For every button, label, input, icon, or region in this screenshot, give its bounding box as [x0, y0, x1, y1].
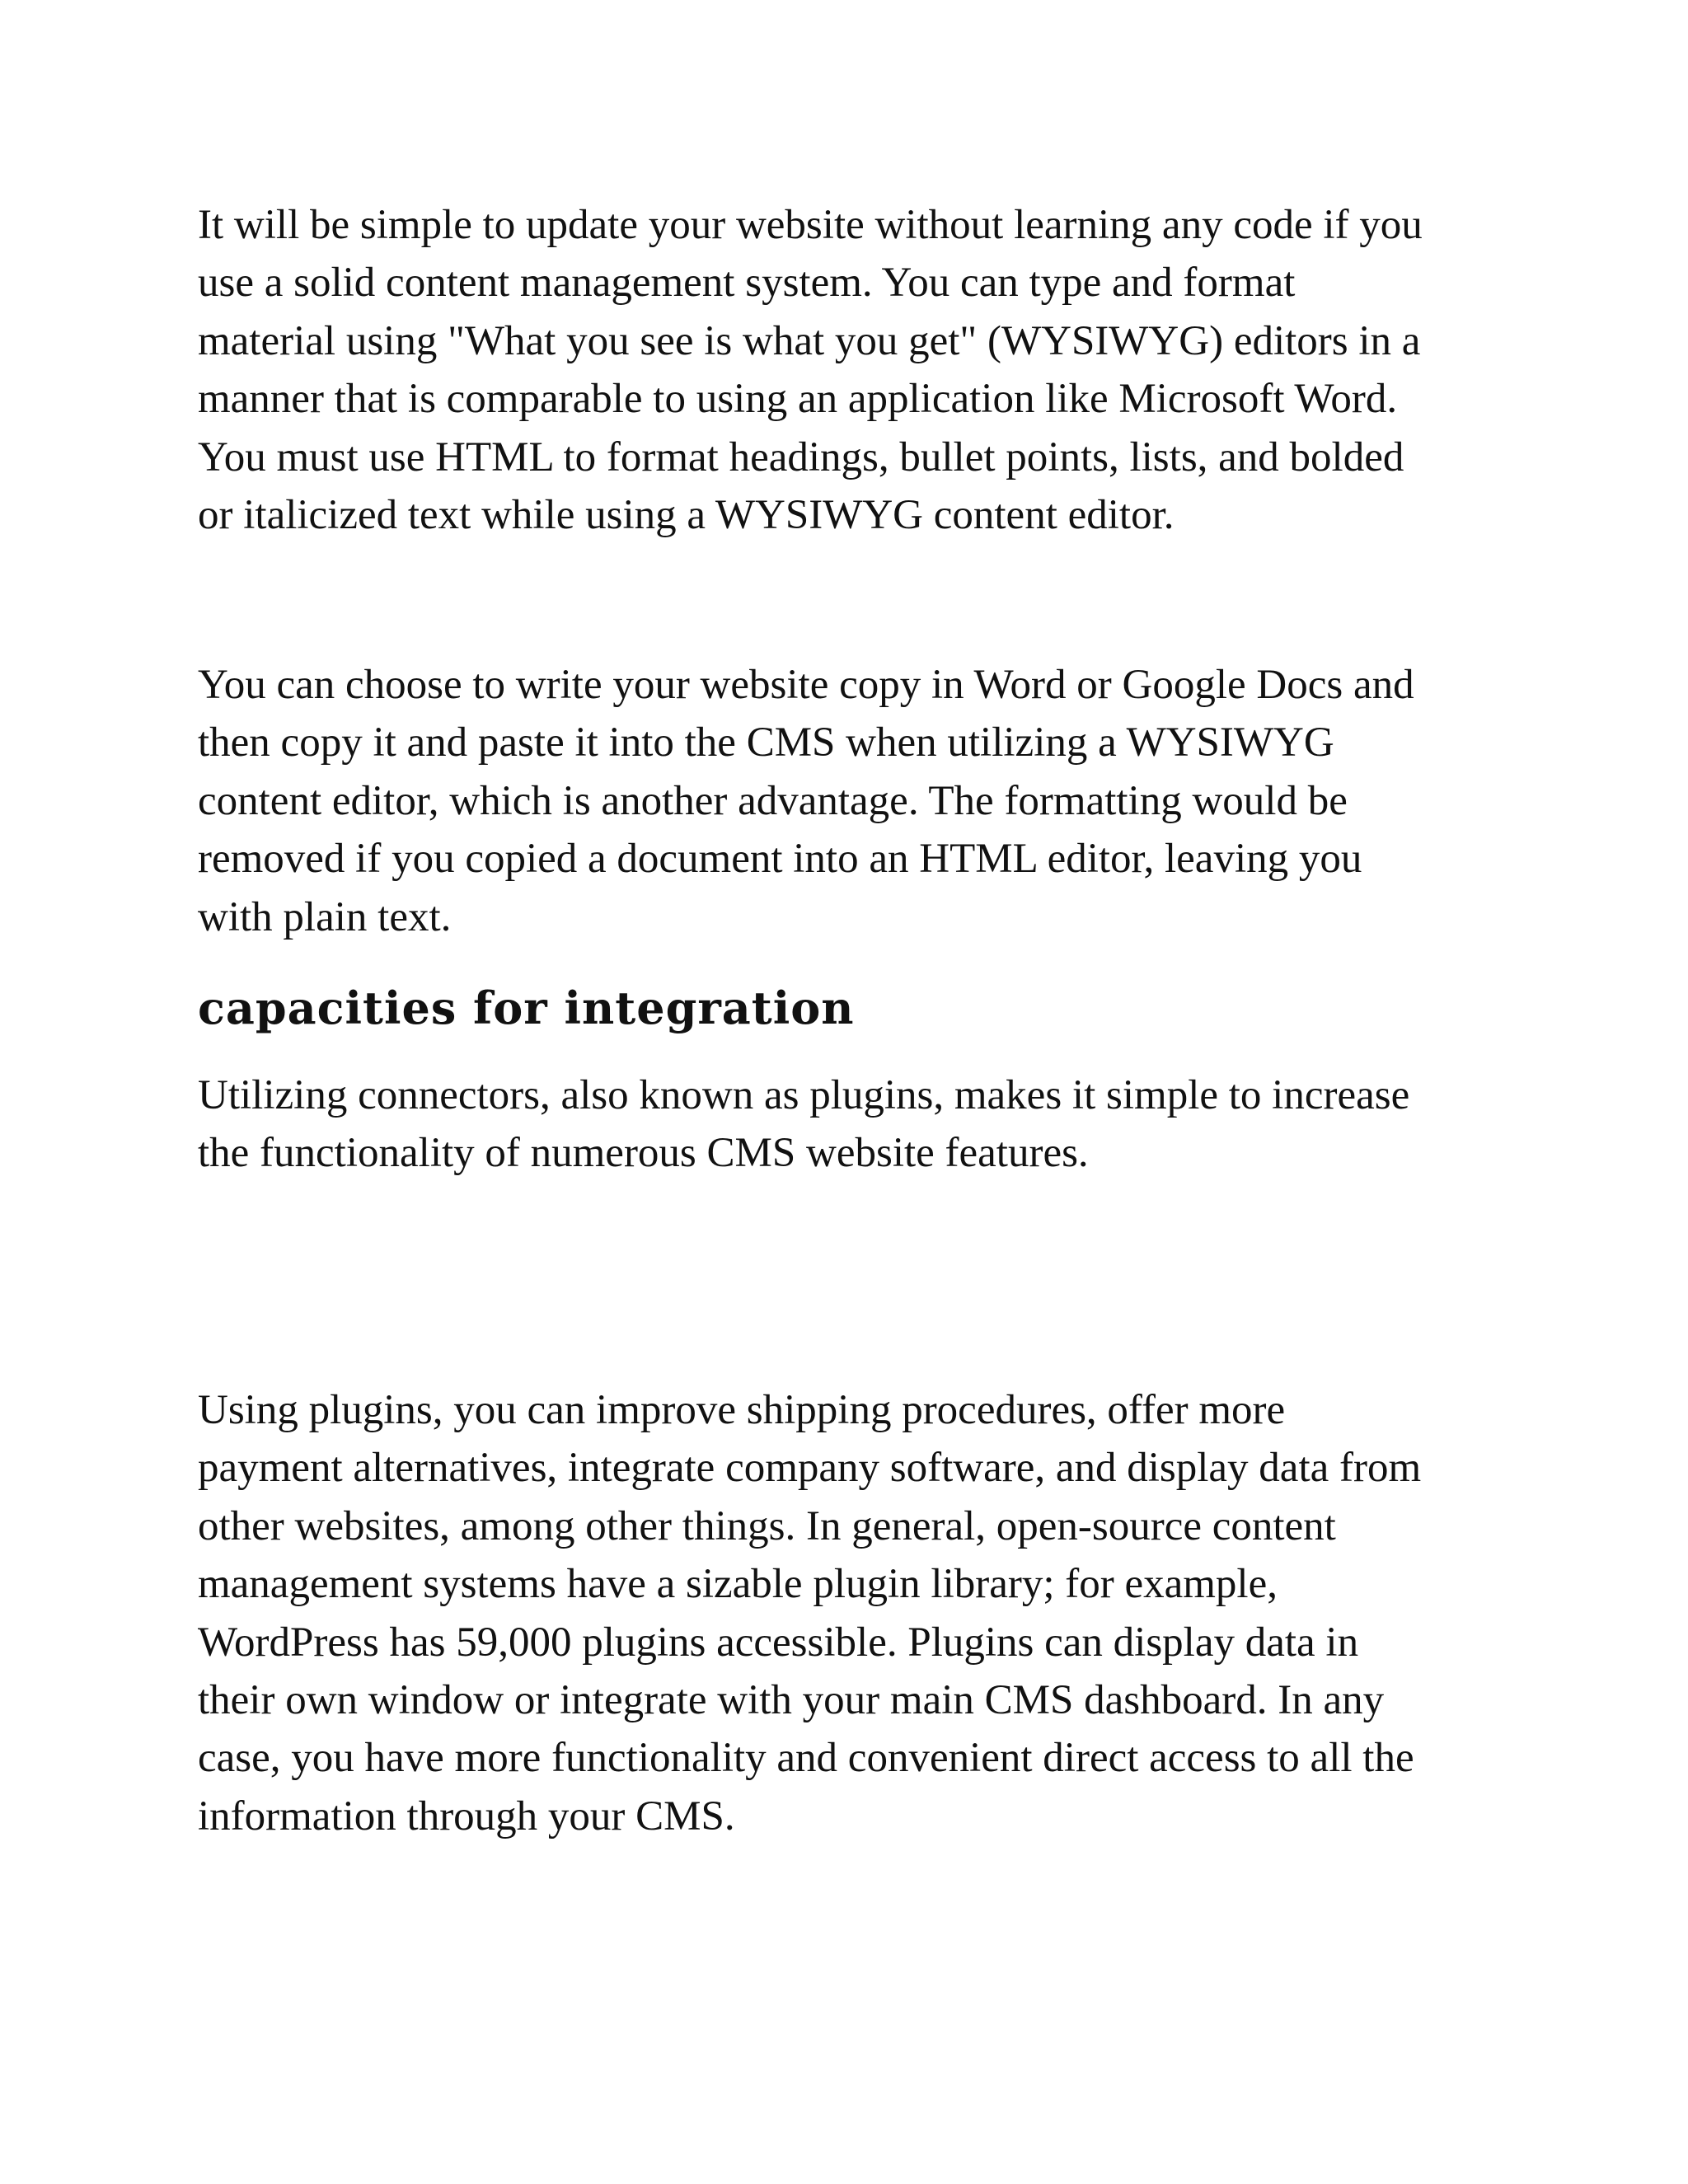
text-line: with plain text.	[198, 893, 452, 940]
text-line: then copy it and paste it into the CMS when utilizing a WYSIWYG	[198, 719, 1334, 766]
text-line: their own window or integrate with your main CMS dashboard. In any	[198, 1677, 1385, 1724]
text-line: payment alternatives, integrate company software, and display data from	[198, 1445, 1422, 1492]
text-line: content editor, which is another advantage. The formatting would be	[198, 777, 1348, 824]
text-line: case, you have more functionality and convenient direct access to all the	[198, 1735, 1414, 1782]
paragraph-wysiwyg-editors	[198, 196, 1517, 544]
paragraph-plugins-details	[198, 1381, 1517, 1845]
text-line: the functionality of numerous CMS website features.	[198, 1130, 1089, 1177]
text-line: other websites, among other things. In general, open-source content	[198, 1502, 1336, 1549]
text-line: You must use HTML to format headings, bullet points, lists, and bolded	[198, 434, 1404, 480]
text-line: or italicized text while using a WYSIWYG content editor.	[198, 492, 1175, 539]
text-line: WordPress has 59,000 plugins accessible. Plugins can display data in	[198, 1619, 1359, 1666]
text-line: material using "What you see is what you get" (WYSIWYG) editors in a	[198, 317, 1421, 364]
text-line: You can choose to write your website copy in Word or Google Docs and	[198, 662, 1414, 708]
text-line: manner that is comparable to using an application like Microsoft Word.	[198, 376, 1398, 423]
text-line: It will be simple to update your website without learning any code if you	[198, 202, 1423, 248]
paragraph-copy-paste-advantage	[198, 656, 1517, 946]
paragraph-plugins-intro	[198, 1066, 1517, 1183]
text-line: use a solid content management system. You can type and format	[198, 260, 1296, 307]
section-heading: capacities for integration	[198, 982, 855, 1034]
text-line: information through your CMS.	[198, 1793, 735, 1840]
text-line: Utilizing connectors, also known as plugins, makes it simple to increase	[198, 1072, 1410, 1118]
text-line: Using plugins, you can improve shipping procedures, offer more	[198, 1387, 1286, 1433]
text-line: management systems have a sizable plugin library; for example,	[198, 1561, 1278, 1608]
text-line: removed if you copied a document into an HTML editor, leaving you	[198, 836, 1362, 883]
